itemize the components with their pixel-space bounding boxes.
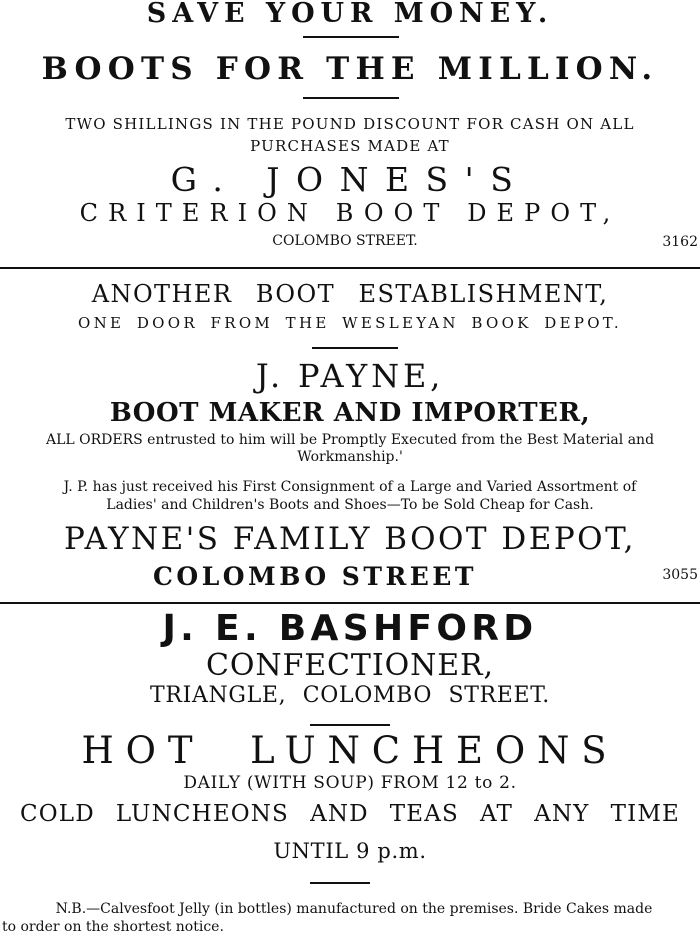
shop-name: CRITERION BOOT DEPOT, [79, 199, 621, 227]
orders-text: ALL ORDERS entrusted to him will be Promptly Executed from the Best Material and [45, 432, 655, 448]
advertisement-bashford [0, 605, 700, 936]
note-text: to order on the shortest notice. [2, 919, 224, 935]
business-address: TRIANGLE, COLOMBO STREET. [150, 683, 550, 708]
trade-description: CONFECTIONER, [206, 648, 494, 683]
advertisement-jones [0, 0, 700, 270]
divider [312, 347, 398, 349]
consignment-text: Ladies' and Children's Boots and Shoes—To be Sold Cheap for Cash. [106, 497, 594, 513]
shop-name: PAYNE'S FAMILY BOOT DEPOT, [63, 521, 636, 557]
discount-text: TWO SHILLINGS IN THE POUND DISCOUNT FOR CASH ON ALL [65, 115, 635, 133]
street-address: COLOMBO STREET. [272, 233, 418, 249]
consignment-text: J. P. has just received his First Consignment of a Large and Varied Assortment of [63, 479, 637, 495]
advertisement-payne [0, 270, 700, 605]
ad-subtitle: ONE DOOR FROM THE WESLEYAN BOOK DEPOT. [78, 314, 622, 332]
opening-hours: UNTIL 9 p.m. [273, 839, 427, 863]
orders-text: Workmanship.' [297, 449, 403, 465]
divider [310, 724, 390, 726]
proprietor-name: J. PAYNE, [255, 357, 445, 395]
ad-reference-number: 3162 [662, 234, 698, 250]
street-address: COLOMBO STREET [153, 562, 477, 591]
ad-title: BOOTS FOR THE MILLION. [41, 51, 659, 87]
section-divider [0, 602, 700, 604]
trade-description: BOOT MAKER AND IMPORTER, [109, 398, 591, 428]
cold-luncheons-text: COLD LUNCHEONS AND TEAS AT ANY TIME [20, 801, 680, 827]
hot-luncheons-heading: HOT LUNCHEONS [81, 729, 619, 772]
section-divider [0, 267, 700, 269]
divider [303, 36, 399, 38]
headline: SAVE YOUR MONEY. [146, 0, 554, 29]
proprietor-name: J. E. BASHFORD [162, 608, 538, 649]
divider [303, 97, 399, 99]
note-text: N.B.—Calvesfoot Jelly (in bottles) manufactured on the premises. Bride Cakes made [55, 901, 653, 917]
luncheon-hours: DAILY (WITH SOUP) FROM 12 to 2. [183, 773, 517, 793]
discount-text: PURCHASES MADE AT [250, 137, 450, 155]
ad-title: ANOTHER BOOT ESTABLISHMENT, [91, 280, 609, 308]
ad-reference-number: 3055 [662, 567, 698, 583]
proprietor-name: G. JONES'S [170, 160, 530, 199]
divider [310, 882, 370, 884]
